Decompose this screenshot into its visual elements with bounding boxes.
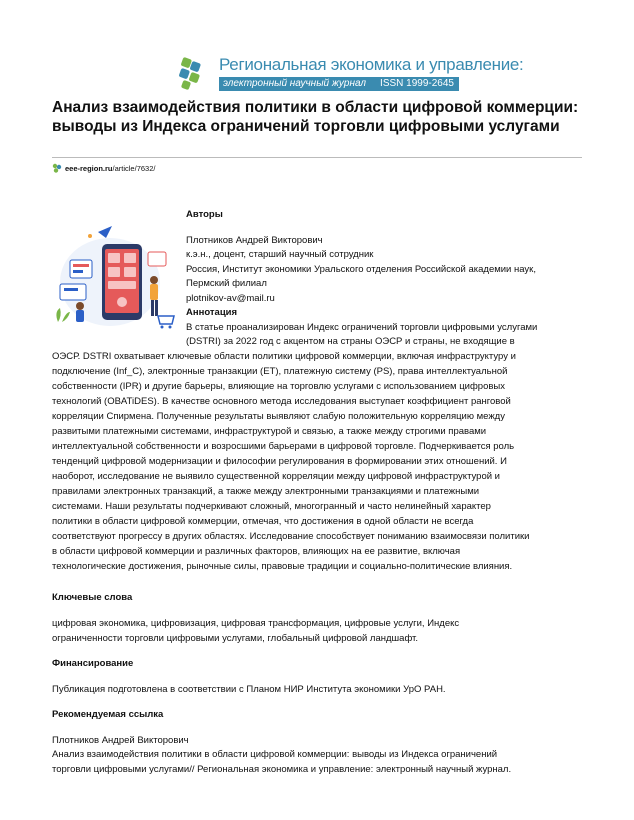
- abstract-line: подключение (Inf_C), электронные транзакции (ET), платежную систему (PS), права интеллектуальной: [52, 366, 508, 377]
- abstract-line: тенденций цифровой модернизации и философии регулирования в формировании этих отношений. И: [52, 456, 507, 467]
- source-link[interactable]: [52, 163, 155, 175]
- funding-heading: Финансирование: [52, 658, 134, 669]
- author-name: Плотников Андрей Викторович: [186, 235, 323, 246]
- citation-author: Плотников Андрей Викторович: [52, 735, 189, 746]
- authors-heading: Авторы: [186, 209, 223, 220]
- journal-logo-icon: [177, 56, 213, 92]
- abstract-line: в области цифровой коммерции и различных факторов, влияющих на ее развитие, включая: [52, 546, 461, 557]
- abstract-line: развитыми платежными системами, инфраструктурой и связью, а также между строгими правами: [52, 426, 487, 437]
- abstract-line: технологические достижения, рыночные силы, правовые традиции и социально-политические влияния.: [52, 561, 513, 572]
- author-email[interactable]: plotnikov-av@mail.ru: [186, 293, 275, 304]
- keywords-line: цифровая экономика, цифровизация, цифровая трансформация, цифровые услуги, Индекс: [52, 618, 460, 629]
- keywords-heading: Ключевые слова: [52, 592, 133, 603]
- author-position: к.э.н., доцент, старший научный сотрудник: [186, 249, 374, 260]
- article-title: Анализ взаимодействия политики в области цифровой коммерции: выводы из Индекса ограничений торговли цифровыми услугами: [52, 99, 579, 135]
- leaf-icon: [52, 163, 62, 173]
- author-affiliation: Россия, Институт экономики Уральского отделения Российской академии наук,: [186, 264, 536, 275]
- journal-name: Региональная экономика и управление:: [219, 55, 524, 74]
- citation-heading: Рекомендуемая ссылка: [52, 709, 164, 720]
- journal-subline: [219, 77, 459, 91]
- journal-subtitle: электронный научный журнал: [223, 78, 367, 89]
- citation-line: торговли цифровыми услугами// Региональная экономика и управление: электронный научный журнал.: [52, 764, 512, 775]
- journal-banner[interactable]: [177, 55, 524, 96]
- abstract-line: собственности (IPR) и другие барьеры, влияющие на торговлю услугами с использованием цифровых: [52, 381, 505, 392]
- abstract-line: правилами электронных транзакций, а также между электронными транзакциями и платежными: [52, 486, 480, 497]
- digital-commerce-illustration: [50, 222, 178, 330]
- abstract-line: технологий (OBATiDES). В качестве основного метода исследования выступает коэффициент ранговой: [52, 396, 511, 407]
- abstract-line: корреляции Спирмена. Полученные результаты выявляют слабую положительную корреляцию между: [52, 411, 505, 422]
- abstract-line: В статье проанализирован Индекс ограничений торговли цифровыми услугами: [186, 322, 538, 333]
- journal-issn: ISSN 1999-2645: [380, 78, 454, 89]
- abstract-line: интеллектуальной собственности и возросшими барьерами в цифровой торговле. Подчеркивается роль: [52, 441, 515, 452]
- source-domain: eee-region.ru: [65, 164, 113, 173]
- author-affiliation-branch: Пермский филиал: [186, 278, 267, 289]
- abstract-line: политики в области цифровой коммерции, отмечая, что достижения в одной области не всегда: [52, 516, 474, 527]
- source-path: /article/7632/: [112, 164, 156, 173]
- abstract-line: наоборот, исследование не выявило существенной корреляции между цифровой инфраструктурой и: [52, 471, 500, 482]
- abstract-heading: Аннотация: [186, 307, 238, 318]
- abstract-line: соответствуют прогрессу в других областях. Исследование способствует пониманию взаимосвязи политики: [52, 531, 530, 542]
- abstract-line: системами. Наши результаты подчеркивают сложный, многогранный и часто нелинейный характер: [52, 501, 491, 512]
- abstract-line: ОЭСР. DSTRI охватывает ключевые области политики цифровой коммерции, включая инфраструктуру и: [52, 351, 516, 362]
- funding-text: Публикация подготовлена в соответствии с Планом НИР Института экономики УрО РАН.: [52, 684, 446, 695]
- abstract-line: (DSTRI) за 2022 год с акцентом на страны ОЭСР и страны, не входящие в: [186, 336, 515, 347]
- title-divider: [52, 157, 582, 158]
- citation-line: Анализ взаимодействия политики в области цифровой коммерции: выводы из Индекса ограничений: [52, 749, 498, 760]
- keywords-line: ограниченности торговли цифровыми услугами, глобальный цифровой ландшафт.: [52, 633, 418, 644]
